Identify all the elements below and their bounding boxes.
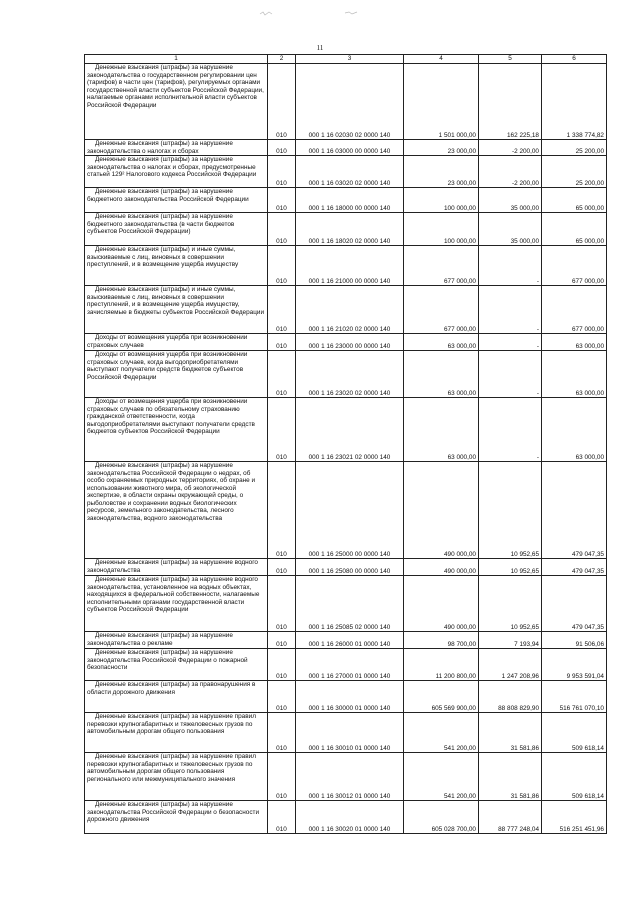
row-plan: 490 000,00 [404, 576, 479, 632]
row-plan: 490 000,00 [404, 462, 479, 559]
row-kbk: 000 1 16 26000 01 0000 140 [296, 632, 404, 649]
row-plan: 23 000,00 [404, 140, 479, 156]
row-remaining: 509 618,14 [542, 713, 607, 753]
row-code: 010 [268, 801, 296, 834]
table-row [85, 801, 607, 834]
row-code: 010 [268, 64, 296, 140]
row-executed: -2 200,00 [479, 156, 542, 188]
table-row [85, 632, 607, 649]
row-remaining: 63 000,00 [542, 351, 607, 398]
row-name: Денежные взыскания (штрафы) за нарушение законодательства о налогах и сборах [85, 140, 268, 156]
row-kbk: 000 1 16 23020 02 0000 140 [296, 351, 404, 398]
row-executed: 10 952,65 [479, 576, 542, 632]
row-remaining: 65 000,00 [542, 213, 607, 246]
row-remaining: 479 047,35 [542, 559, 607, 576]
row-executed: 88 777 248,04 [479, 801, 542, 834]
row-plan: 63 000,00 [404, 351, 479, 398]
table-row [85, 576, 607, 632]
table-row [85, 681, 607, 713]
row-kbk: 000 1 16 21000 00 0000 140 [296, 246, 404, 286]
row-executed: - [479, 351, 542, 398]
row-name: Денежные взыскания (штрафы) за нарушение бюджетного законодательства (в части бюджетов субъектов Российской Федерации) [85, 213, 268, 246]
row-executed: 35 000,00 [479, 188, 542, 213]
row-code: 010 [268, 632, 296, 649]
row-remaining: 91 506,06 [542, 632, 607, 649]
row-code: 010 [268, 213, 296, 246]
row-executed: 10 952,65 [479, 462, 542, 559]
row-executed: 88 808 829,90 [479, 681, 542, 713]
row-remaining: 677 000,00 [542, 246, 607, 286]
table-row [85, 462, 607, 559]
row-remaining: 516 251 451,96 [542, 801, 607, 834]
row-executed: 31 581,86 [479, 753, 542, 801]
row-code: 010 [268, 246, 296, 286]
row-name: Денежные взыскания (штрафы) и иные суммы, взыскиваемые с лиц, виновных в совершении преступлений, и в возмещение ущерба имуществу [85, 246, 268, 286]
row-executed: 1 247 208,96 [479, 649, 542, 681]
table-row [85, 140, 607, 156]
row-code: 010 [268, 351, 296, 398]
row-kbk: 000 1 16 27000 01 0000 140 [296, 649, 404, 681]
row-code: 010 [268, 140, 296, 156]
page-number: 11 [316, 44, 324, 52]
row-name: Доходы от возмещения ущерба при возникновении страховых случаев [85, 334, 268, 351]
row-executed: - [479, 334, 542, 351]
row-name: Денежные взыскания (штрафы) за нарушение правил перевозки крупногабаритных и тяжеловесных грузов по автомобильным дорогам общего пользования [85, 713, 268, 753]
row-name: Денежные взыскания (штрафы) за нарушение водного законодательства, установленное на водных объектах, находящихся в федеральной собственности, налагаемые исполнительными органами государственной власти субъектов Российской Федерации [85, 576, 268, 632]
row-code: 010 [268, 286, 296, 334]
table-row [85, 334, 607, 351]
row-plan: 605 028 700,00 [404, 801, 479, 834]
row-executed: 10 952,65 [479, 559, 542, 576]
row-remaining: 63 000,00 [542, 334, 607, 351]
row-plan: 605 569 900,00 [404, 681, 479, 713]
row-remaining: 63 000,00 [542, 398, 607, 462]
table-row [85, 156, 607, 188]
row-code: 010 [268, 398, 296, 462]
column-header: 6 [542, 55, 607, 64]
table-row [85, 246, 607, 286]
row-kbk: 000 1 16 30000 01 0000 140 [296, 681, 404, 713]
row-code: 010 [268, 188, 296, 213]
scan-artifact [250, 8, 380, 18]
row-name: Доходы от возмещения ущерба при возникновении страховых случаев, когда выгодоприобретателями выступают получатели средств бюджетов субъектов Российской Федерации [85, 351, 268, 398]
table-row [85, 64, 607, 140]
row-executed: 35 000,00 [479, 213, 542, 246]
table-row [85, 213, 607, 246]
table-row [85, 188, 607, 213]
row-plan: 63 000,00 [404, 398, 479, 462]
row-name: Денежные взыскания (штрафы) за нарушение законодательства о государственном регулировании цен (тарифов) в части цен (тарифов), регулируемых органами государственной власти субъектов Российской Федерации, налагаемые органами исполнительной власти субъектов Российской Федерации [85, 64, 268, 140]
row-code: 010 [268, 559, 296, 576]
row-plan: 541 200,00 [404, 753, 479, 801]
row-kbk: 000 1 16 03020 02 0000 140 [296, 156, 404, 188]
row-remaining: 677 000,00 [542, 286, 607, 334]
row-name: Денежные взыскания (штрафы) за нарушение законодательства Российской Федерации о недрах, об особо охраняемых природных территориях, об охране и использовании животного мира, об экологической экспертизе, в области охраны окружающей среды, о рыболовстве и сохранении водных биологических ресурсов, земельного законодательства, лесного законодательства, водного законодательства [85, 462, 268, 559]
table-row [85, 351, 607, 398]
row-kbk: 000 1 16 23000 00 0000 140 [296, 334, 404, 351]
row-name: Денежные взыскания (штрафы) и иные суммы, взыскиваемые с лиц, виновных в совершении преступлений, и в возмещение ущерба имуществу, зачисляемые в бюджеты субъектов Российской Федерации [85, 286, 268, 334]
row-plan: 63 000,00 [404, 334, 479, 351]
row-remaining: 25 200,00 [542, 156, 607, 188]
table-row [85, 649, 607, 681]
row-remaining: 9 953 591,04 [542, 649, 607, 681]
row-remaining: 1 338 774,82 [542, 64, 607, 140]
table-row [85, 286, 607, 334]
row-remaining: 25 200,00 [542, 140, 607, 156]
row-code: 010 [268, 156, 296, 188]
column-header: 3 [296, 55, 404, 64]
row-name: Денежные взыскания (штрафы) за нарушение водного законодательства [85, 559, 268, 576]
column-header: 5 [479, 55, 542, 64]
row-kbk: 000 1 16 30012 01 0000 140 [296, 753, 404, 801]
column-header: 2 [268, 55, 296, 64]
row-name: Доходы от возмещения ущерба при возникновении страховых случаев по обязательному страхованию гражданской ответственности, когда выгодоприобретателями выступают получатели средств бюджетов субъектов Российской Федерации [85, 398, 268, 462]
row-kbk: 000 1 16 18000 00 0000 140 [296, 188, 404, 213]
row-plan: 677 000,00 [404, 246, 479, 286]
row-code: 010 [268, 681, 296, 713]
row-kbk: 000 1 16 21020 02 0000 140 [296, 286, 404, 334]
row-remaining: 65 000,00 [542, 188, 607, 213]
row-remaining: 516 761 070,10 [542, 681, 607, 713]
row-plan: 1 501 000,00 [404, 64, 479, 140]
row-executed: 7 193,94 [479, 632, 542, 649]
table-body [85, 64, 607, 834]
row-name: Денежные взыскания (штрафы) за нарушение законодательства о рекламе [85, 632, 268, 649]
row-kbk: 000 1 16 02030 02 0000 140 [296, 64, 404, 140]
row-code: 010 [268, 713, 296, 753]
row-remaining: 509 618,14 [542, 753, 607, 801]
row-plan: 11 200 800,00 [404, 649, 479, 681]
column-header: 4 [404, 55, 479, 64]
row-kbk: 000 1 16 25080 00 0000 140 [296, 559, 404, 576]
row-name: Денежные взыскания (штрафы) за нарушение бюджетного законодательства Российской Федерации [85, 188, 268, 213]
row-name: Денежные взыскания (штрафы) за нарушение законодательства Российской Федерации о пожарной безопасности [85, 649, 268, 681]
row-plan: 23 000,00 [404, 156, 479, 188]
row-kbk: 000 1 16 03000 00 0000 140 [296, 140, 404, 156]
row-code: 010 [268, 753, 296, 801]
row-kbk: 000 1 16 30020 01 0000 140 [296, 801, 404, 834]
row-name: Денежные взыскания (штрафы) за нарушение законодательства Российской Федерации о безопасности дорожного движения [85, 801, 268, 834]
row-code: 010 [268, 649, 296, 681]
table-row [85, 559, 607, 576]
row-code: 010 [268, 334, 296, 351]
row-plan: 98 700,00 [404, 632, 479, 649]
row-remaining: 479 047,35 [542, 462, 607, 559]
row-name: Денежные взыскания (штрафы) за нарушение правил перевозки крупногабаритных и тяжеловесных грузов по автомобильным дорогам общего пользования регионального или межмуниципального значения [85, 753, 268, 801]
table-row [85, 398, 607, 462]
row-plan: 100 000,00 [404, 188, 479, 213]
row-kbk: 000 1 16 25000 00 0000 140 [296, 462, 404, 559]
row-executed: -2 200,00 [479, 140, 542, 156]
row-kbk: 000 1 16 30010 01 0000 140 [296, 713, 404, 753]
row-plan: 677 000,00 [404, 286, 479, 334]
revenue-table [84, 54, 607, 834]
row-executed: 162 225,18 [479, 64, 542, 140]
row-plan: 490 000,00 [404, 559, 479, 576]
row-kbk: 000 1 16 25085 02 0000 140 [296, 576, 404, 632]
row-remaining: 479 047,35 [542, 576, 607, 632]
table-row [85, 713, 607, 753]
row-executed: - [479, 398, 542, 462]
row-executed: 31 581,86 [479, 713, 542, 753]
table-header-row [85, 55, 607, 64]
row-executed: - [479, 246, 542, 286]
row-code: 010 [268, 462, 296, 559]
column-header: 1 [85, 55, 268, 64]
row-name: Денежные взыскания (штрафы) за нарушение законодательства о налогах и сборах, предусмотренные статьей 129² Налогового кодекса Российской Федерации [85, 156, 268, 188]
row-name: Денежные взыскания (штрафы) за правонарушения в области дорожного движения [85, 681, 268, 713]
row-code: 010 [268, 576, 296, 632]
row-kbk: 000 1 16 18020 02 0000 140 [296, 213, 404, 246]
row-plan: 100 000,00 [404, 213, 479, 246]
row-kbk: 000 1 16 23021 02 0000 140 [296, 398, 404, 462]
row-executed: - [479, 286, 542, 334]
table-row [85, 753, 607, 801]
row-plan: 541 200,00 [404, 713, 479, 753]
